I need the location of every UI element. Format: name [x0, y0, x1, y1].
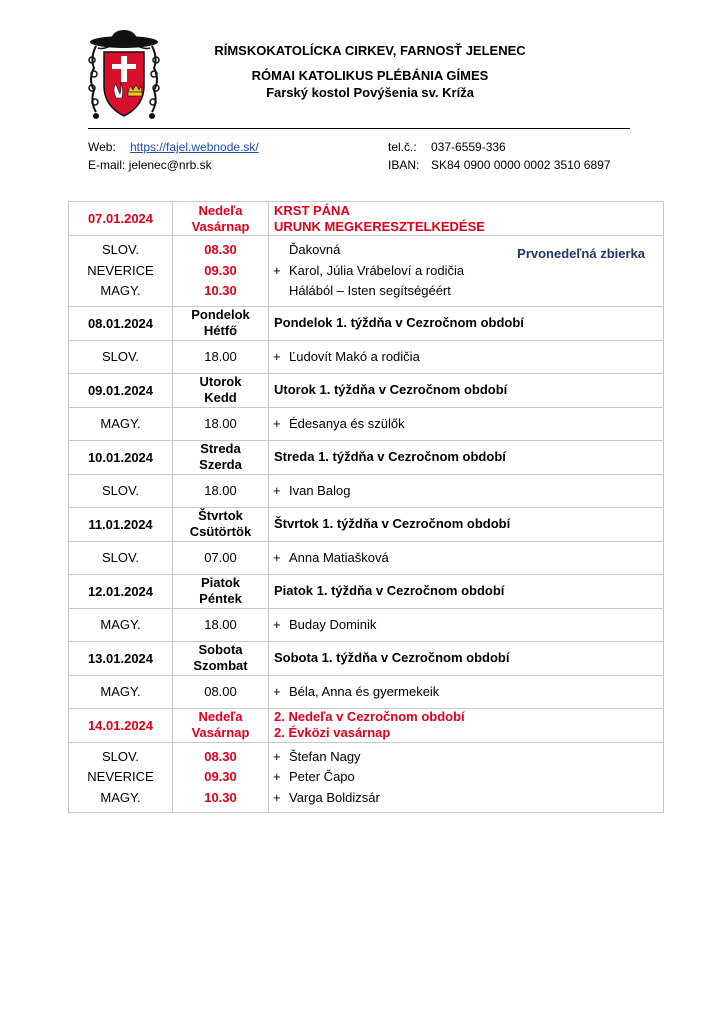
contact-left [88, 138, 259, 174]
mass-schedule-table [68, 201, 664, 813]
day-name [173, 306, 269, 340]
day-row [69, 641, 664, 675]
mass-language: SLOV. [69, 541, 173, 574]
email-label: E-mail: [88, 158, 126, 172]
plus-sign: + [273, 684, 281, 699]
day-title-sk: KRST PÁNA [274, 202, 350, 218]
plus-sign: + [273, 550, 281, 565]
day-name-hu: Vasárnap [191, 725, 250, 740]
mass-intentions [269, 742, 664, 813]
mass-intentions [269, 340, 664, 373]
mass-language-item: NEVERICE [87, 262, 154, 278]
day-name-hu: Csütörtök [189, 524, 252, 539]
day-name-sk: Nedeľa [198, 202, 243, 218]
mass-row [69, 407, 664, 440]
mass-time [173, 742, 269, 813]
mass-intentions [269, 407, 664, 440]
mass-intentions [269, 474, 664, 507]
intention-text: Ľudovít Makó a rodičia [289, 349, 420, 364]
day-date: 11.01.2024 [69, 507, 173, 541]
mass-time-item: 09.30 [204, 769, 237, 784]
day-name-hu: Péntek [199, 591, 242, 606]
day-name-sk: Nedeľa [198, 709, 243, 724]
day-title: Piatok 1. týždňa v Cezročnom období [269, 574, 664, 608]
plus-sign: + [273, 483, 281, 498]
day-row [69, 708, 664, 742]
day-title: Streda 1. týždňa v Cezročnom období [269, 440, 664, 474]
mass-language: SLOV. [69, 474, 173, 507]
mass-language-item: SLOV. [101, 748, 140, 764]
day-name [173, 507, 269, 541]
tel-label: tel.č.: [388, 140, 417, 154]
intention-text: Karol, Júlia Vrábeloví a rodičia [289, 262, 465, 278]
day-date: 12.01.2024 [69, 574, 173, 608]
day-name-sk: Pondelok [191, 307, 250, 322]
mass-row [69, 541, 664, 574]
day-name [173, 202, 269, 236]
day-date: 09.01.2024 [69, 373, 173, 407]
day-name [173, 440, 269, 474]
day-title: Štvrtok 1. týždňa v Cezročnom období [269, 507, 664, 541]
mass-row [69, 675, 664, 708]
mass-row [69, 742, 664, 813]
plus-sign: + [273, 789, 281, 805]
day-row [69, 306, 664, 340]
day-title [269, 202, 664, 236]
plus-sign: + [273, 416, 281, 431]
day-row [69, 507, 664, 541]
intention-text: Ivan Balog [289, 483, 351, 498]
header-line-2: RÓMAI KATOLIKUS PLÉBÁNIA GÍMES [251, 68, 489, 83]
day-date: 13.01.2024 [69, 641, 173, 675]
mass-time: 18.00 [173, 407, 269, 440]
mass-language: SLOV. [69, 340, 173, 373]
day-name-sk: Streda [200, 441, 241, 456]
iban-value: SK84 0900 0000 0002 3510 6897 [431, 158, 611, 172]
mass-intentions [269, 236, 664, 307]
mass-language: MAGY. [69, 407, 173, 440]
header-divider [88, 128, 630, 129]
day-title [269, 708, 664, 742]
plus-sign: + [273, 262, 281, 278]
mass-time-item: 10.30 [204, 789, 237, 805]
mass-time-item: 08.30 [204, 242, 237, 257]
day-name [173, 373, 269, 407]
mass-row [69, 236, 664, 307]
intention-text: Ďakovná [289, 242, 341, 257]
mass-time: 18.00 [173, 474, 269, 507]
plus-sign: + [273, 617, 281, 632]
mass-row [69, 608, 664, 641]
header-line-3: Farský kostol Povýšenia sv. Kríža [266, 85, 474, 100]
day-name-hu: Vasárnap [191, 218, 250, 234]
day-name-sk: Štvrtok [198, 508, 243, 523]
plus-sign: + [273, 349, 281, 364]
mass-language-item: MAGY. [100, 283, 141, 298]
day-title: Pondelok 1. týždňa v Cezročnom období [269, 306, 664, 340]
mass-language: MAGY. [69, 675, 173, 708]
day-name-hu: Hétfő [203, 323, 238, 338]
day-row [69, 574, 664, 608]
day-date: 08.01.2024 [69, 306, 173, 340]
intention-text: Anna Matiašková [289, 550, 389, 565]
contact-right [388, 138, 611, 174]
day-name [173, 574, 269, 608]
mass-time-item: 08.30 [204, 748, 237, 764]
mass-language-item: MAGY. [100, 789, 141, 805]
mass-intentions [269, 541, 664, 574]
intention-text: Peter Čapo [289, 769, 355, 784]
mass-time: 08.00 [173, 675, 269, 708]
intention-text: Varga Boldizsár [289, 789, 380, 805]
day-row [69, 440, 664, 474]
mass-time-item: 10.30 [204, 283, 237, 298]
plus-sign: + [273, 769, 281, 784]
intention-text: Štefan Nagy [289, 748, 361, 764]
day-row [69, 373, 664, 407]
mass-language-item: SLOV. [101, 242, 140, 257]
parish-header [180, 42, 560, 101]
parish-coat-of-arms [84, 28, 164, 124]
day-date: 10.01.2024 [69, 440, 173, 474]
day-title-hu: 2. Évközi vasárnap [274, 725, 391, 740]
day-name-sk: Sobota [198, 642, 243, 657]
mass-language: MAGY. [69, 608, 173, 641]
day-row [69, 202, 664, 236]
intention-text: Buday Dominik [289, 617, 377, 632]
day-title: Utorok 1. týždňa v Cezročnom období [269, 373, 664, 407]
intention-text: Hálából – Isten segítségéért [289, 283, 451, 298]
intention-text: Édesanya és szülők [289, 416, 405, 431]
mass-language [69, 742, 173, 813]
mass-time: 18.00 [173, 340, 269, 373]
day-name-hu: Kedd [204, 390, 237, 405]
website-link[interactable]: https://fajel.webnode.sk/ [130, 140, 259, 154]
day-title: Sobota 1. týždňa v Cezročnom období [269, 641, 664, 675]
day-title-hu: URUNK MEGKERESZTELKEDÉSE [274, 218, 485, 234]
mass-time: 07.00 [173, 541, 269, 574]
mass-row [69, 340, 664, 373]
day-title-sk: 2. Nedeľa v Cezročnom období [274, 709, 465, 724]
mass-language-item: NEVERICE [87, 769, 154, 784]
day-name-hu: Szombat [193, 658, 248, 673]
mass-intentions [269, 608, 664, 641]
day-date: 07.01.2024 [69, 202, 173, 236]
day-date: 14.01.2024 [69, 708, 173, 742]
mass-time-item: 09.30 [204, 262, 237, 278]
mass-language [69, 236, 173, 307]
day-name-hu: Szerda [199, 457, 242, 472]
intention-text: Béla, Anna és gyermekeik [289, 684, 440, 699]
header-line-1: RÍMSKOKATOLÍCKA CIRKEV, FARNOSŤ JELENEC [214, 43, 526, 58]
mass-time: 18.00 [173, 608, 269, 641]
iban-label: IBAN: [388, 158, 420, 172]
email-value: jelenec@nrb.sk [128, 158, 212, 172]
web-label: Web: [88, 140, 116, 154]
mass-row [69, 474, 664, 507]
plus-sign: + [273, 748, 281, 764]
day-name [173, 641, 269, 675]
mass-time [173, 236, 269, 307]
day-name-sk: Utorok [199, 374, 242, 389]
day-name-sk: Piatok [200, 575, 240, 590]
mass-intentions [269, 675, 664, 708]
tel-value: 037-6559-336 [431, 140, 506, 154]
collection-note: Prvonedeľná zbierka [517, 246, 645, 261]
day-name [173, 708, 269, 742]
